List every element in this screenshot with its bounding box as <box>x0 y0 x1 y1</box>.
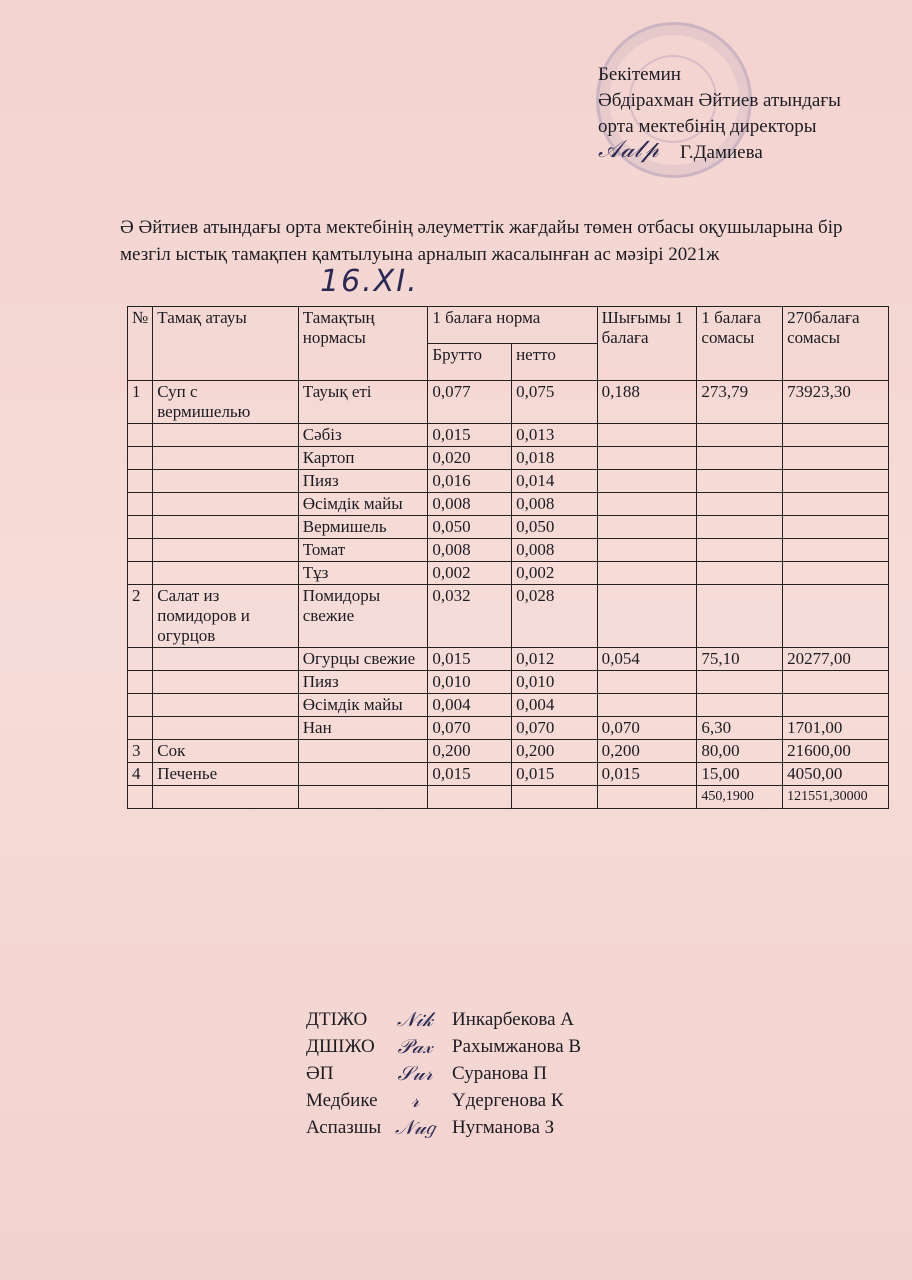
cell-net: 0,008 <box>512 493 598 516</box>
cell-gross: 0,010 <box>428 671 512 694</box>
cell-net: 0,010 <box>512 671 598 694</box>
signature-name: Нугманова З <box>452 1117 555 1138</box>
signature-row <box>306 1060 581 1087</box>
director-name: Г.Дамиева <box>680 142 763 163</box>
cell-consumption <box>597 671 697 694</box>
cell-gross: 0,200 <box>428 740 512 763</box>
table-row <box>128 447 889 470</box>
cell-ingredient: Тұз <box>298 562 428 585</box>
signature-name: Рахымжанова В <box>452 1036 582 1057</box>
cell-num: 1 <box>128 381 153 424</box>
approval-line-2: Әбдірахман Әйтиев атындағы <box>598 90 841 111</box>
cell-net: 0,070 <box>512 717 598 740</box>
cell-cost: 273,79 <box>697 381 783 424</box>
cell-consumption <box>597 585 697 648</box>
cell-num <box>128 717 153 740</box>
cell-net: 0,028 <box>512 585 598 648</box>
cell-total: 1701,00 <box>783 717 889 740</box>
cell-net: 0,002 <box>512 562 598 585</box>
cell-net: 0,014 <box>512 470 598 493</box>
cell-dish: Салат из помидоров и огурцов <box>153 585 299 648</box>
table-row <box>128 493 889 516</box>
cell-total: 20277,00 <box>783 648 889 671</box>
cell-total <box>783 694 889 717</box>
signature-mark: 𝒮𝓊𝓇 <box>397 1061 433 1085</box>
cell-total <box>783 447 889 470</box>
cell-cost: 15,00 <box>697 763 783 786</box>
signature-row <box>306 1006 581 1033</box>
cell-consumption <box>597 493 697 516</box>
signatures-block <box>306 1006 581 1141</box>
cell-consumption <box>597 447 697 470</box>
cell-ingredient: Сәбіз <box>298 424 428 447</box>
cell-cost: 80,00 <box>697 740 783 763</box>
cell-total <box>783 516 889 539</box>
cell-num: 3 <box>128 740 153 763</box>
cell-gross: 0,032 <box>428 585 512 648</box>
header-num: № <box>128 307 153 381</box>
cell-num <box>128 648 153 671</box>
cell-num: 2 <box>128 585 153 648</box>
cell-num <box>128 470 153 493</box>
header-net: нетто <box>512 344 598 381</box>
cell-dish <box>153 516 299 539</box>
signature-mark: 𝒩𝒾𝓀 <box>396 1007 434 1031</box>
table-body <box>128 381 889 809</box>
cell-dish <box>153 562 299 585</box>
cell-dish <box>153 493 299 516</box>
cell-num <box>128 516 153 539</box>
table-row <box>128 585 889 648</box>
cell-dish <box>153 539 299 562</box>
director-signature-line <box>598 135 841 166</box>
signature-name: Инкарбекова А <box>452 1009 575 1030</box>
table-row <box>128 717 889 740</box>
cell-consumption: 0,054 <box>597 648 697 671</box>
cell-total: 121551,30000 <box>783 786 889 809</box>
signature-row <box>306 1033 581 1060</box>
header-per-child-norm: 1 балаға норма <box>428 307 597 344</box>
cell-gross: 0,008 <box>428 539 512 562</box>
header-cost-270: 270балаға сомасы <box>783 307 889 381</box>
cell-cost <box>697 516 783 539</box>
approval-block <box>598 62 841 166</box>
cell-cost: 75,10 <box>697 648 783 671</box>
cell-consumption: 0,070 <box>597 717 697 740</box>
table-row <box>128 740 889 763</box>
table-row <box>128 424 889 447</box>
header-norm: Тамақтың нормасы <box>298 307 428 381</box>
cell-cost <box>697 493 783 516</box>
cell-num <box>128 447 153 470</box>
cell-gross: 0,015 <box>428 648 512 671</box>
signature-role: Аспазшы <box>306 1117 382 1138</box>
cell-net <box>512 786 598 809</box>
cell-consumption: 0,015 <box>597 763 697 786</box>
cell-gross: 0,004 <box>428 694 512 717</box>
cell-ingredient: Томат <box>298 539 428 562</box>
table-row <box>128 516 889 539</box>
cell-total <box>783 424 889 447</box>
cell-num <box>128 562 153 585</box>
header-gross: Брутто <box>428 344 512 381</box>
cell-dish <box>153 470 299 493</box>
cell-dish: Суп с вермишелью <box>153 381 299 424</box>
cell-dish <box>153 717 299 740</box>
cell-num: 4 <box>128 763 153 786</box>
cell-gross: 0,050 <box>428 516 512 539</box>
cell-ingredient: Нан <box>298 717 428 740</box>
menu-table <box>127 306 889 809</box>
cell-consumption: 0,200 <box>597 740 697 763</box>
cell-ingredient: Өсімдік майы <box>298 493 428 516</box>
table-row <box>128 562 889 585</box>
cell-ingredient <box>298 763 428 786</box>
cell-net: 0,008 <box>512 539 598 562</box>
header-cost-per-child: 1 балаға сомасы <box>697 307 783 381</box>
signature-role: Медбике <box>306 1090 378 1111</box>
signature-mark: 𝒫𝒶𝓍 <box>397 1034 433 1058</box>
cell-num <box>128 786 153 809</box>
signature-role: ДШІЖО <box>306 1036 375 1057</box>
cell-total: 4050,00 <box>783 763 889 786</box>
table-row <box>128 671 889 694</box>
cell-ingredient: Картоп <box>298 447 428 470</box>
cell-net: 0,200 <box>512 740 598 763</box>
cell-consumption <box>597 562 697 585</box>
cell-dish: Сок <box>153 740 299 763</box>
cell-cost <box>697 585 783 648</box>
cell-gross: 0,015 <box>428 424 512 447</box>
cell-ingredient <box>298 740 428 763</box>
cell-cost <box>697 470 783 493</box>
cell-consumption <box>597 470 697 493</box>
cell-ingredient <box>298 786 428 809</box>
cell-consumption <box>597 694 697 717</box>
cell-consumption <box>597 539 697 562</box>
cell-ingredient: Вермишель <box>298 516 428 539</box>
cell-dish <box>153 424 299 447</box>
cell-ingredient: Пияз <box>298 470 428 493</box>
header-consumption: Шығымы 1 балаға <box>597 307 697 381</box>
header-dish: Тамақ атауы <box>153 307 299 381</box>
cell-net: 0,050 <box>512 516 598 539</box>
cell-dish <box>153 786 299 809</box>
table-row <box>128 648 889 671</box>
table-row <box>128 694 889 717</box>
cell-dish <box>153 447 299 470</box>
cell-gross: 0,077 <box>428 381 512 424</box>
handwritten-date: 16.XI. <box>320 264 419 299</box>
cell-consumption <box>597 786 697 809</box>
cell-gross: 0,008 <box>428 493 512 516</box>
cell-ingredient: Огурцы свежие <box>298 648 428 671</box>
cell-num <box>128 424 153 447</box>
cell-dish: Печенье <box>153 763 299 786</box>
cell-total: 73923,30 <box>783 381 889 424</box>
cell-cost: 450,1900 <box>697 786 783 809</box>
cell-ingredient: Пияз <box>298 671 428 694</box>
cell-dish <box>153 671 299 694</box>
signature-mark: 𝓇 <box>410 1088 420 1112</box>
cell-gross: 0,016 <box>428 470 512 493</box>
table-row <box>128 786 889 809</box>
cell-dish <box>153 694 299 717</box>
cell-net: 0,018 <box>512 447 598 470</box>
signature-name: Үдергенова К <box>452 1090 564 1111</box>
cell-cost <box>697 671 783 694</box>
signature-role: ДТІЖО <box>306 1009 368 1030</box>
cell-total <box>783 562 889 585</box>
cell-gross <box>428 786 512 809</box>
cell-consumption: 0,188 <box>597 381 697 424</box>
cell-num <box>128 694 153 717</box>
cell-gross: 0,015 <box>428 763 512 786</box>
cell-num <box>128 671 153 694</box>
cell-cost <box>697 562 783 585</box>
cell-net: 0,015 <box>512 763 598 786</box>
cell-net: 0,004 <box>512 694 598 717</box>
cell-cost <box>697 424 783 447</box>
cell-consumption <box>597 424 697 447</box>
cell-net: 0,012 <box>512 648 598 671</box>
signature-row <box>306 1087 581 1114</box>
cell-net: 0,075 <box>512 381 598 424</box>
cell-total <box>783 539 889 562</box>
signature-name: Суранова П <box>452 1063 547 1084</box>
cell-cost <box>697 447 783 470</box>
approval-line-3: орта мектебінің директоры <box>598 116 817 137</box>
cell-ingredient: Помидоры свежие <box>298 585 428 648</box>
cell-ingredient: Өсімдік майы <box>298 694 428 717</box>
cell-total: 21600,00 <box>783 740 889 763</box>
cell-cost <box>697 539 783 562</box>
cell-net: 0,013 <box>512 424 598 447</box>
table-row <box>128 470 889 493</box>
cell-gross: 0,070 <box>428 717 512 740</box>
cell-total <box>783 585 889 648</box>
signature-row <box>306 1114 581 1141</box>
cell-cost <box>697 694 783 717</box>
approval-line-1: Бекітемин <box>598 64 681 85</box>
cell-consumption <box>597 516 697 539</box>
document-title <box>120 214 860 299</box>
table-row <box>128 763 889 786</box>
signature-mark: 𝒩𝓊𝑔 <box>395 1115 435 1139</box>
director-signature-mark: 𝒜𝒶𝓁𝓅 <box>598 135 659 163</box>
cell-cost: 6,30 <box>697 717 783 740</box>
table-row <box>128 539 889 562</box>
cell-total <box>783 470 889 493</box>
signature-role: ӘП <box>306 1063 334 1084</box>
title-text: Ә Әйтиев атындағы орта мектебінің әлеуметтік жағдайы төмен отбасы оқушыларына бір мезгіл ыстық тамақпен қамтылуына арналып жасалынған ас мәзірі 2021ж <box>120 217 843 265</box>
cell-num <box>128 493 153 516</box>
cell-num <box>128 539 153 562</box>
cell-dish <box>153 648 299 671</box>
cell-total <box>783 671 889 694</box>
table-header-row <box>128 307 889 344</box>
cell-total <box>783 493 889 516</box>
table-row <box>128 381 889 424</box>
cell-gross: 0,020 <box>428 447 512 470</box>
cell-gross: 0,002 <box>428 562 512 585</box>
cell-ingredient: Тауық еті <box>298 381 428 424</box>
